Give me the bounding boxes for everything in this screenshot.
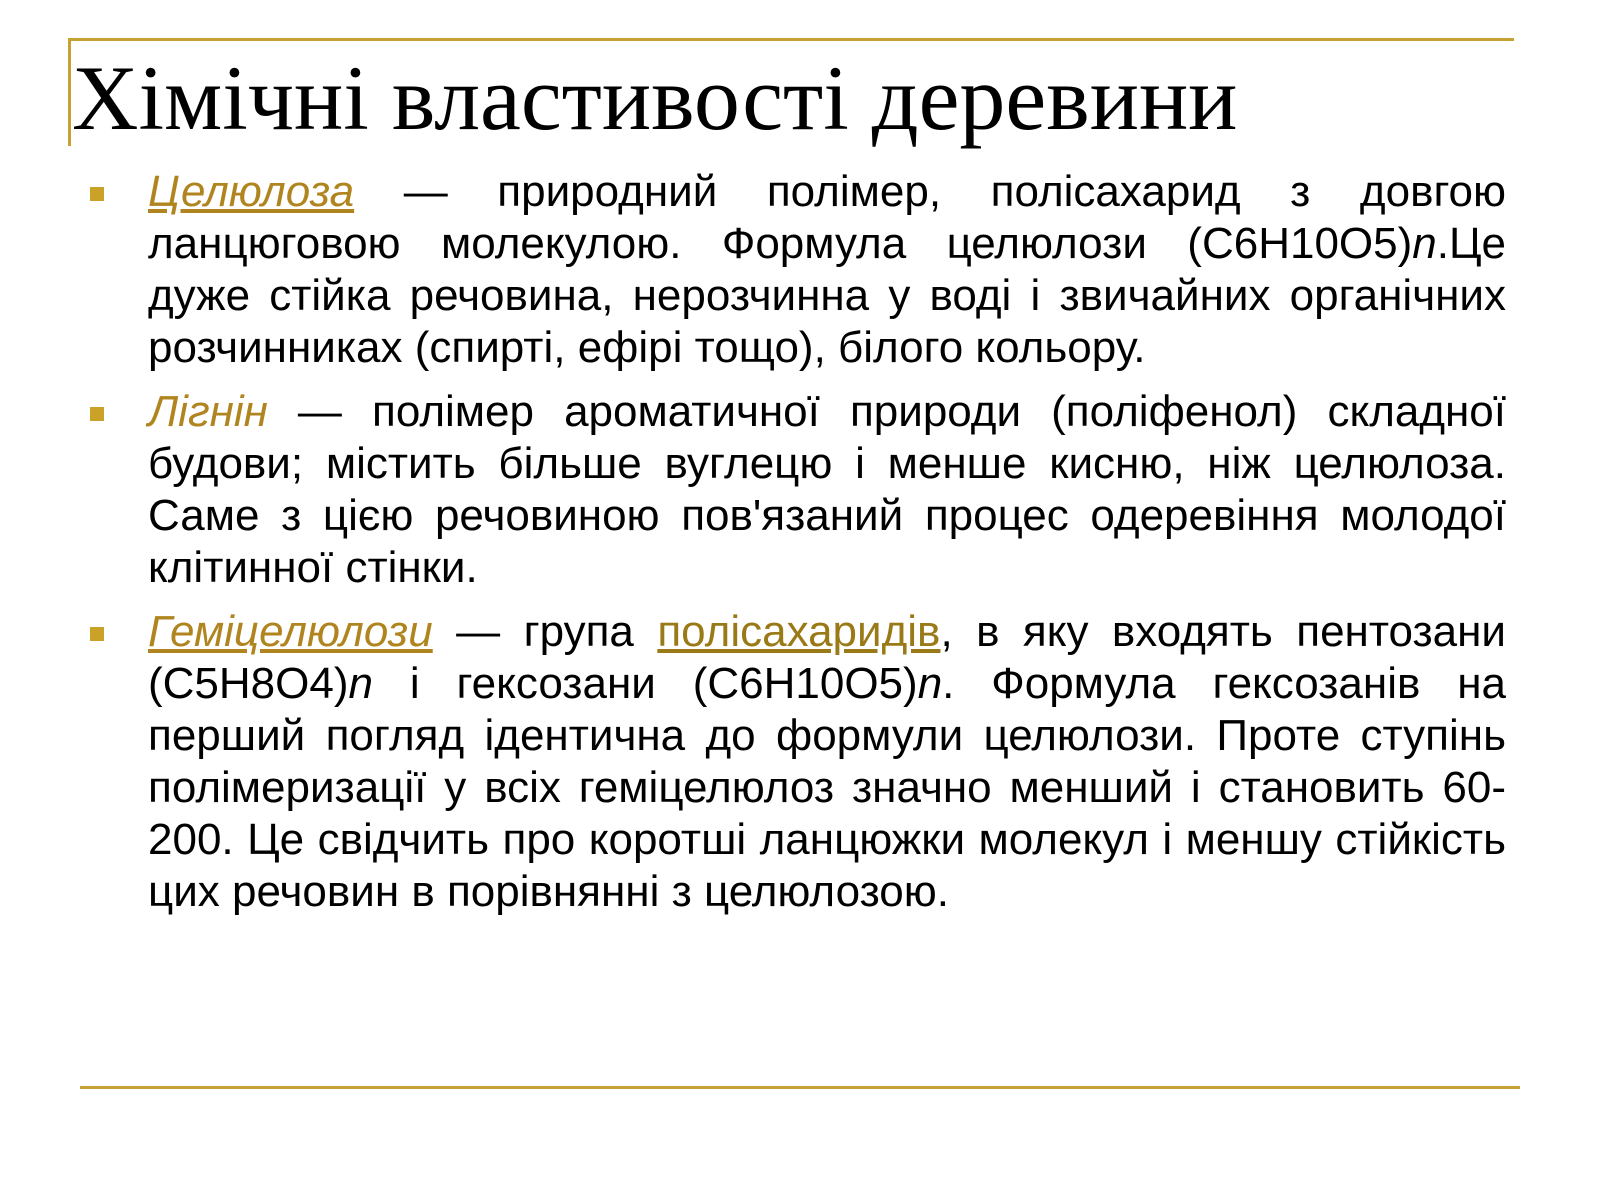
bullet-text: і гексозани (C6H10O5)	[372, 659, 918, 708]
subscript-n: n	[1412, 219, 1437, 268]
left-accent-line	[68, 38, 71, 146]
dash: —	[354, 167, 498, 216]
bullet-hemicellulose	[86, 606, 1506, 918]
bullet-text: група	[523, 607, 658, 656]
square-bullet-icon	[90, 627, 104, 641]
bullet-text: природний полімер, полісахарид з довгою ланцюговою молекулою. Формула целюлози (C6H10O5)	[148, 167, 1506, 268]
bullet-lignin	[86, 386, 1506, 594]
top-accent-line	[68, 38, 1514, 41]
polysaccharides-link[interactable]: полісахаридів	[657, 607, 941, 656]
dash: —	[267, 387, 373, 436]
bullet-text: .Це дуже стійка речовина, нерозчинна у воді і звичайних органічних розчинниках (спирті, ефірі тощо), білого кольору.	[148, 219, 1506, 372]
cellulose-link[interactable]: Целюлоза	[148, 167, 355, 216]
bottom-accent-line	[80, 1086, 1520, 1089]
bullet-cellulose	[86, 166, 1506, 374]
square-bullet-icon	[90, 187, 104, 201]
bullet-text: полімер ароматичної природи (поліфенол) складної будови; містить більше вуглецю і менше кисню, ніж целюлоза. Саме з цією речовиною пов'язаний процес одеревіння молодої клітинної стінки.	[148, 387, 1507, 592]
hemicellulose-link[interactable]: Геміцелюлози	[148, 607, 433, 656]
subscript-n: n	[917, 659, 943, 708]
subscript-n: n	[348, 659, 373, 708]
bullet-text: . Формула гексозанів на перший погляд ідентична до формули целюлози. Проте ступінь полімеризації у всіх геміцелюлоз значно менший і становить 60-200. Це свідчить про коротші ланцюжки молекул і меншу стійкість цих речовин в порівнянні з целюлозою.	[148, 659, 1507, 916]
lignin-term: Лігнін	[148, 387, 268, 436]
bullet-list	[86, 166, 1506, 918]
slide-title: Хімічні властивості деревини	[72, 47, 1238, 149]
square-bullet-icon	[90, 407, 104, 421]
bullet-text: , в яку входять пентозани (C5H8O4)	[148, 607, 1507, 708]
dash: —	[432, 607, 524, 656]
